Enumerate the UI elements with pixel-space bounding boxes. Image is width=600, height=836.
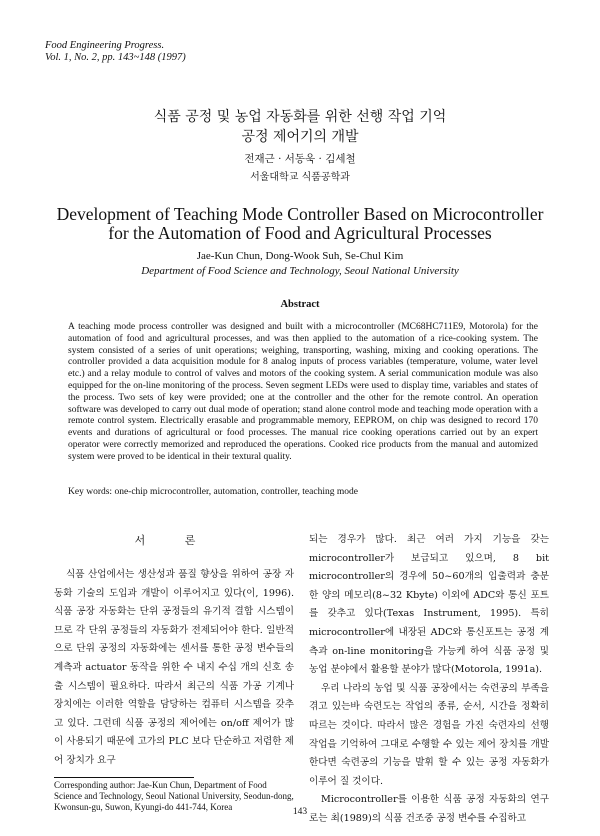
abstract-text: A teaching mode process controller was designed and built with a microcontroller (MC68HC711E9, Motorola) for the automation of food and agricultural processes, and was then applied to the automation of a rice-cooking system. The system consisted of a series of unit operations; weighing, transporting, washing, mixing and cooking operations. The controller provided a data acquisition module for 8 analog inputs of process variables (temperature, volume, water level etc.) and a relay module to control of valves and motors of the cooking system. A serial communication module was also equipped for the on-line monitoring of the process. Seven segment LEDs were used to display time, variables and states of the process. Two sets of key were provided; one at the controller and the other for the remote control. An operation software was developed to carry out dual mode of operation; stand alone control mode and teaching mode operation with a remote control system. Electrically erasable and programmable memory, EEPROM, on chip was designed to record 170 events and durations of agricultural or food processes. The manual rice cooking operations carried out by an expert operator were correctly memorized and reproduced the operations. Cooked rice products from the manual and automized system were proved to be identical in their textural quality.: [68, 322, 538, 462]
korean-title-line-2: 공정 제어기의 개발: [241, 129, 359, 145]
journal-header: [45, 40, 186, 64]
keywords: Key words: one-chip microcontroller, automation, controller, teaching mode: [68, 487, 358, 497]
korean-affiliation: 서울대학교 식품공학과: [250, 172, 350, 183]
korean-title-line-1: 식품 공정 및 농업 자동화를 위한 선행 작업 기억: [153, 109, 447, 125]
english-title-line-1: Development of Teaching Mode Controller Based on Microcontroller: [56, 204, 544, 224]
intro-paragraph-2: 우리 나라의 농업 및 식품 공장에서는 숙련공의 부족을 겪고 있는바 숙련도는 작업의 종류, 순서, 시간을 정확히 따르는 것이다. 따라서 많은 경험을 가진 숙련자의 선행 작업을 기억하여 그대로 수행할 수 있는 제어 장치를 개발한다면 숙련공의 기능을 발휘 할 수 있는 공정 자동화가 이루어 질 것이다.: [309, 682, 549, 787]
english-authors: Jae-Kun Chun, Dong-Wook Suh, Se-Chul Kim: [196, 250, 404, 262]
introduction-heading: 서 론: [134, 534, 214, 547]
corresponding-author-footnote: Corresponding author: Jae-Kun Chun, Department of Food Science and Technology, Seoul National University, Seodun-dong, Kwonsun-gu, Suwon, Kyungi-do 441-744, Korea: [54, 780, 294, 812]
english-affiliation: Department of Food Science and Technology, Seoul National University: [141, 265, 459, 277]
korean-authors: 전재근 · 서동욱 · 김세철: [244, 153, 356, 165]
right-column: [309, 531, 549, 829]
page-number: 143: [292, 807, 308, 817]
abstract-heading: Abstract: [280, 299, 320, 310]
left-column: [54, 532, 294, 771]
intro-paragraph-continued: 되는 경우가 많다. 최근 여러 가지 기능을 갖는 microcontroller가 보급되고 있으며, 8 bit microcontroller의 경우에 50~60개의 입출력과 충분한 양의 메모리(8~32 Kbyte) 이외에 ADC와 통신 포트를 갖추고 있다(Texas Instrument, 1995). 특히 microcontroller에 내장된 ADC와 통신포트는 공정 계측과 on-line monitoring을 가능케 하여 식품 공정 및 농업 분야에서 활용할 분야가 많다(Motorola, 1991a).: [309, 534, 549, 676]
english-title-line-2: for the Automation of Food and Agricultural Processes: [108, 223, 492, 243]
journal-name: Food Engineering Progress.: [45, 40, 165, 51]
journal-citation: Vol. 1, No. 2, pp. 143~148 (1997): [45, 52, 186, 63]
footnote-rule: [54, 777, 194, 778]
intro-paragraph-1: 식품 산업에서는 생산성과 품질 향상을 위하여 공장 자동화 기술의 도입과 개발이 이루어지고 있다(이, 1996). 식품 공장 자동화는 단위 공정들의 유기적 결합 시스템이므로 각 단위 공정들의 자동화가 전제되어야 한다. 일반적으로 단위 공정의 자동화에는 센서를 통한 공정 변수들의 계측과 actuator 동작을 위한 수 내지 수십 개의 신호 송출 시스템이 필요하다. 따라서 최근의 식품 가공 기계나 장치에는 이러한 역할을 담당하는 컴퓨터 시스템을 갖추고 있다. 그런데 식품 공정의 제어에는 on/off 제어가 많이 사용되기 때문에 고가의 PLC 보다 단순하고 저렴한 제어 장치가 요구: [54, 569, 294, 766]
intro-paragraph-3: Microcontroller를 이용한 식품 공정 자동화의 연구로는 최(1989)의 식품 건조중 공정 변수를 수집하고: [309, 794, 549, 824]
